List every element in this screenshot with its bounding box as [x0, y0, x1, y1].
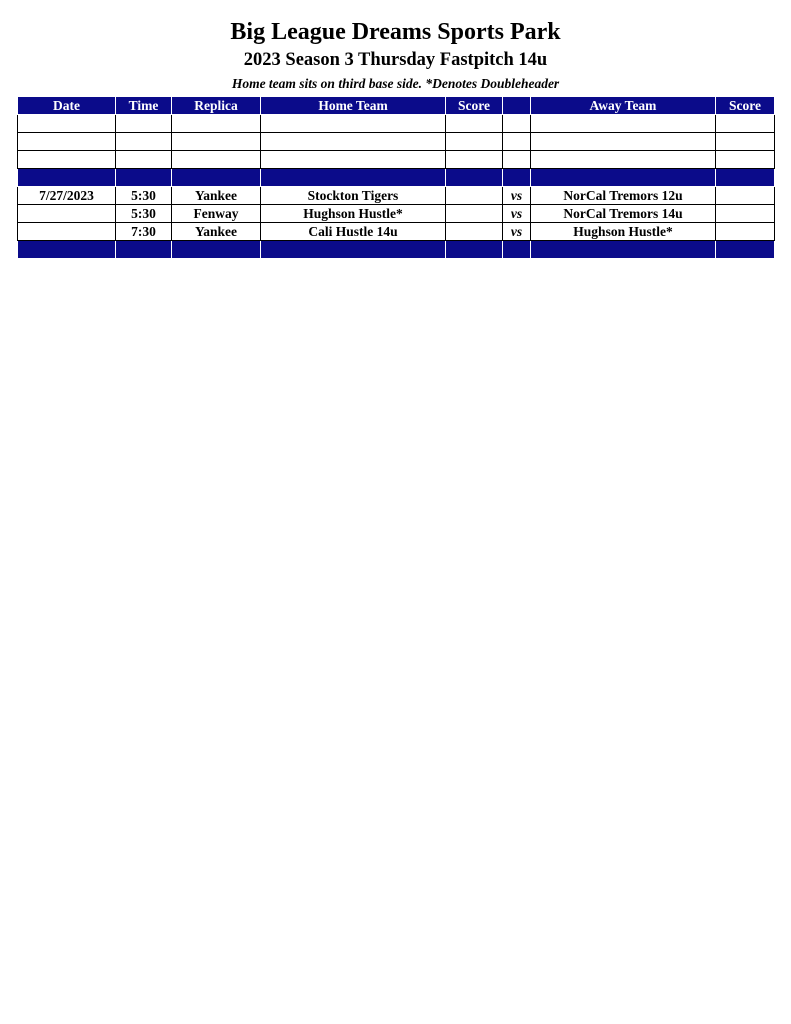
empty-row — [18, 151, 775, 169]
empty-row — [18, 115, 775, 133]
separator-band-row — [18, 241, 775, 259]
schedule-note: Home team sits on third base side. *Denotes Doubleheader — [231, 76, 560, 91]
game-replica: Yankee — [172, 187, 261, 205]
away-score — [716, 223, 775, 241]
table-row — [18, 187, 775, 205]
game-replica: Yankee — [172, 223, 261, 241]
home-score — [446, 223, 503, 241]
table-header-row — [18, 97, 775, 115]
page-title: Big League Dreams Sports Park — [230, 19, 561, 45]
table-row — [18, 223, 775, 241]
game-time: 5:30 — [116, 187, 172, 205]
game-time: 7:30 — [116, 223, 172, 241]
page-subtitle: 2023 Season 3 Thursday Fastpitch 14u — [243, 50, 548, 70]
away-score — [716, 187, 775, 205]
column-header-replica: Replica — [172, 97, 261, 115]
column-header-time: Time — [116, 97, 172, 115]
column-header-home-team: Home Team — [261, 97, 446, 115]
away-team: Hughson Hustle* — [531, 223, 716, 241]
column-header-away-team: Away Team — [531, 97, 716, 115]
home-team: Cali Hustle 14u — [261, 223, 446, 241]
game-date: 7/27/2023 — [18, 187, 116, 205]
column-header-date: Date — [18, 97, 116, 115]
away-score — [716, 205, 775, 223]
home-score — [446, 187, 503, 205]
column-header-home-score: Score — [446, 97, 503, 115]
game-time: 5:30 — [116, 205, 172, 223]
vs-label: vs — [503, 205, 531, 223]
game-date — [18, 205, 116, 223]
home-team: Stockton Tigers — [261, 187, 446, 205]
game-date — [18, 223, 116, 241]
column-header-away-score: Score — [716, 97, 775, 115]
schedule-table — [17, 96, 775, 259]
home-score — [446, 205, 503, 223]
home-team: Hughson Hustle* — [261, 205, 446, 223]
separator-band-row — [18, 169, 775, 187]
empty-row — [18, 133, 775, 151]
away-team: NorCal Tremors 14u — [531, 205, 716, 223]
away-team: NorCal Tremors 12u — [531, 187, 716, 205]
vs-label: vs — [503, 187, 531, 205]
table-row — [18, 205, 775, 223]
vs-label: vs — [503, 223, 531, 241]
column-header-vs — [503, 97, 531, 115]
game-replica: Fenway — [172, 205, 261, 223]
